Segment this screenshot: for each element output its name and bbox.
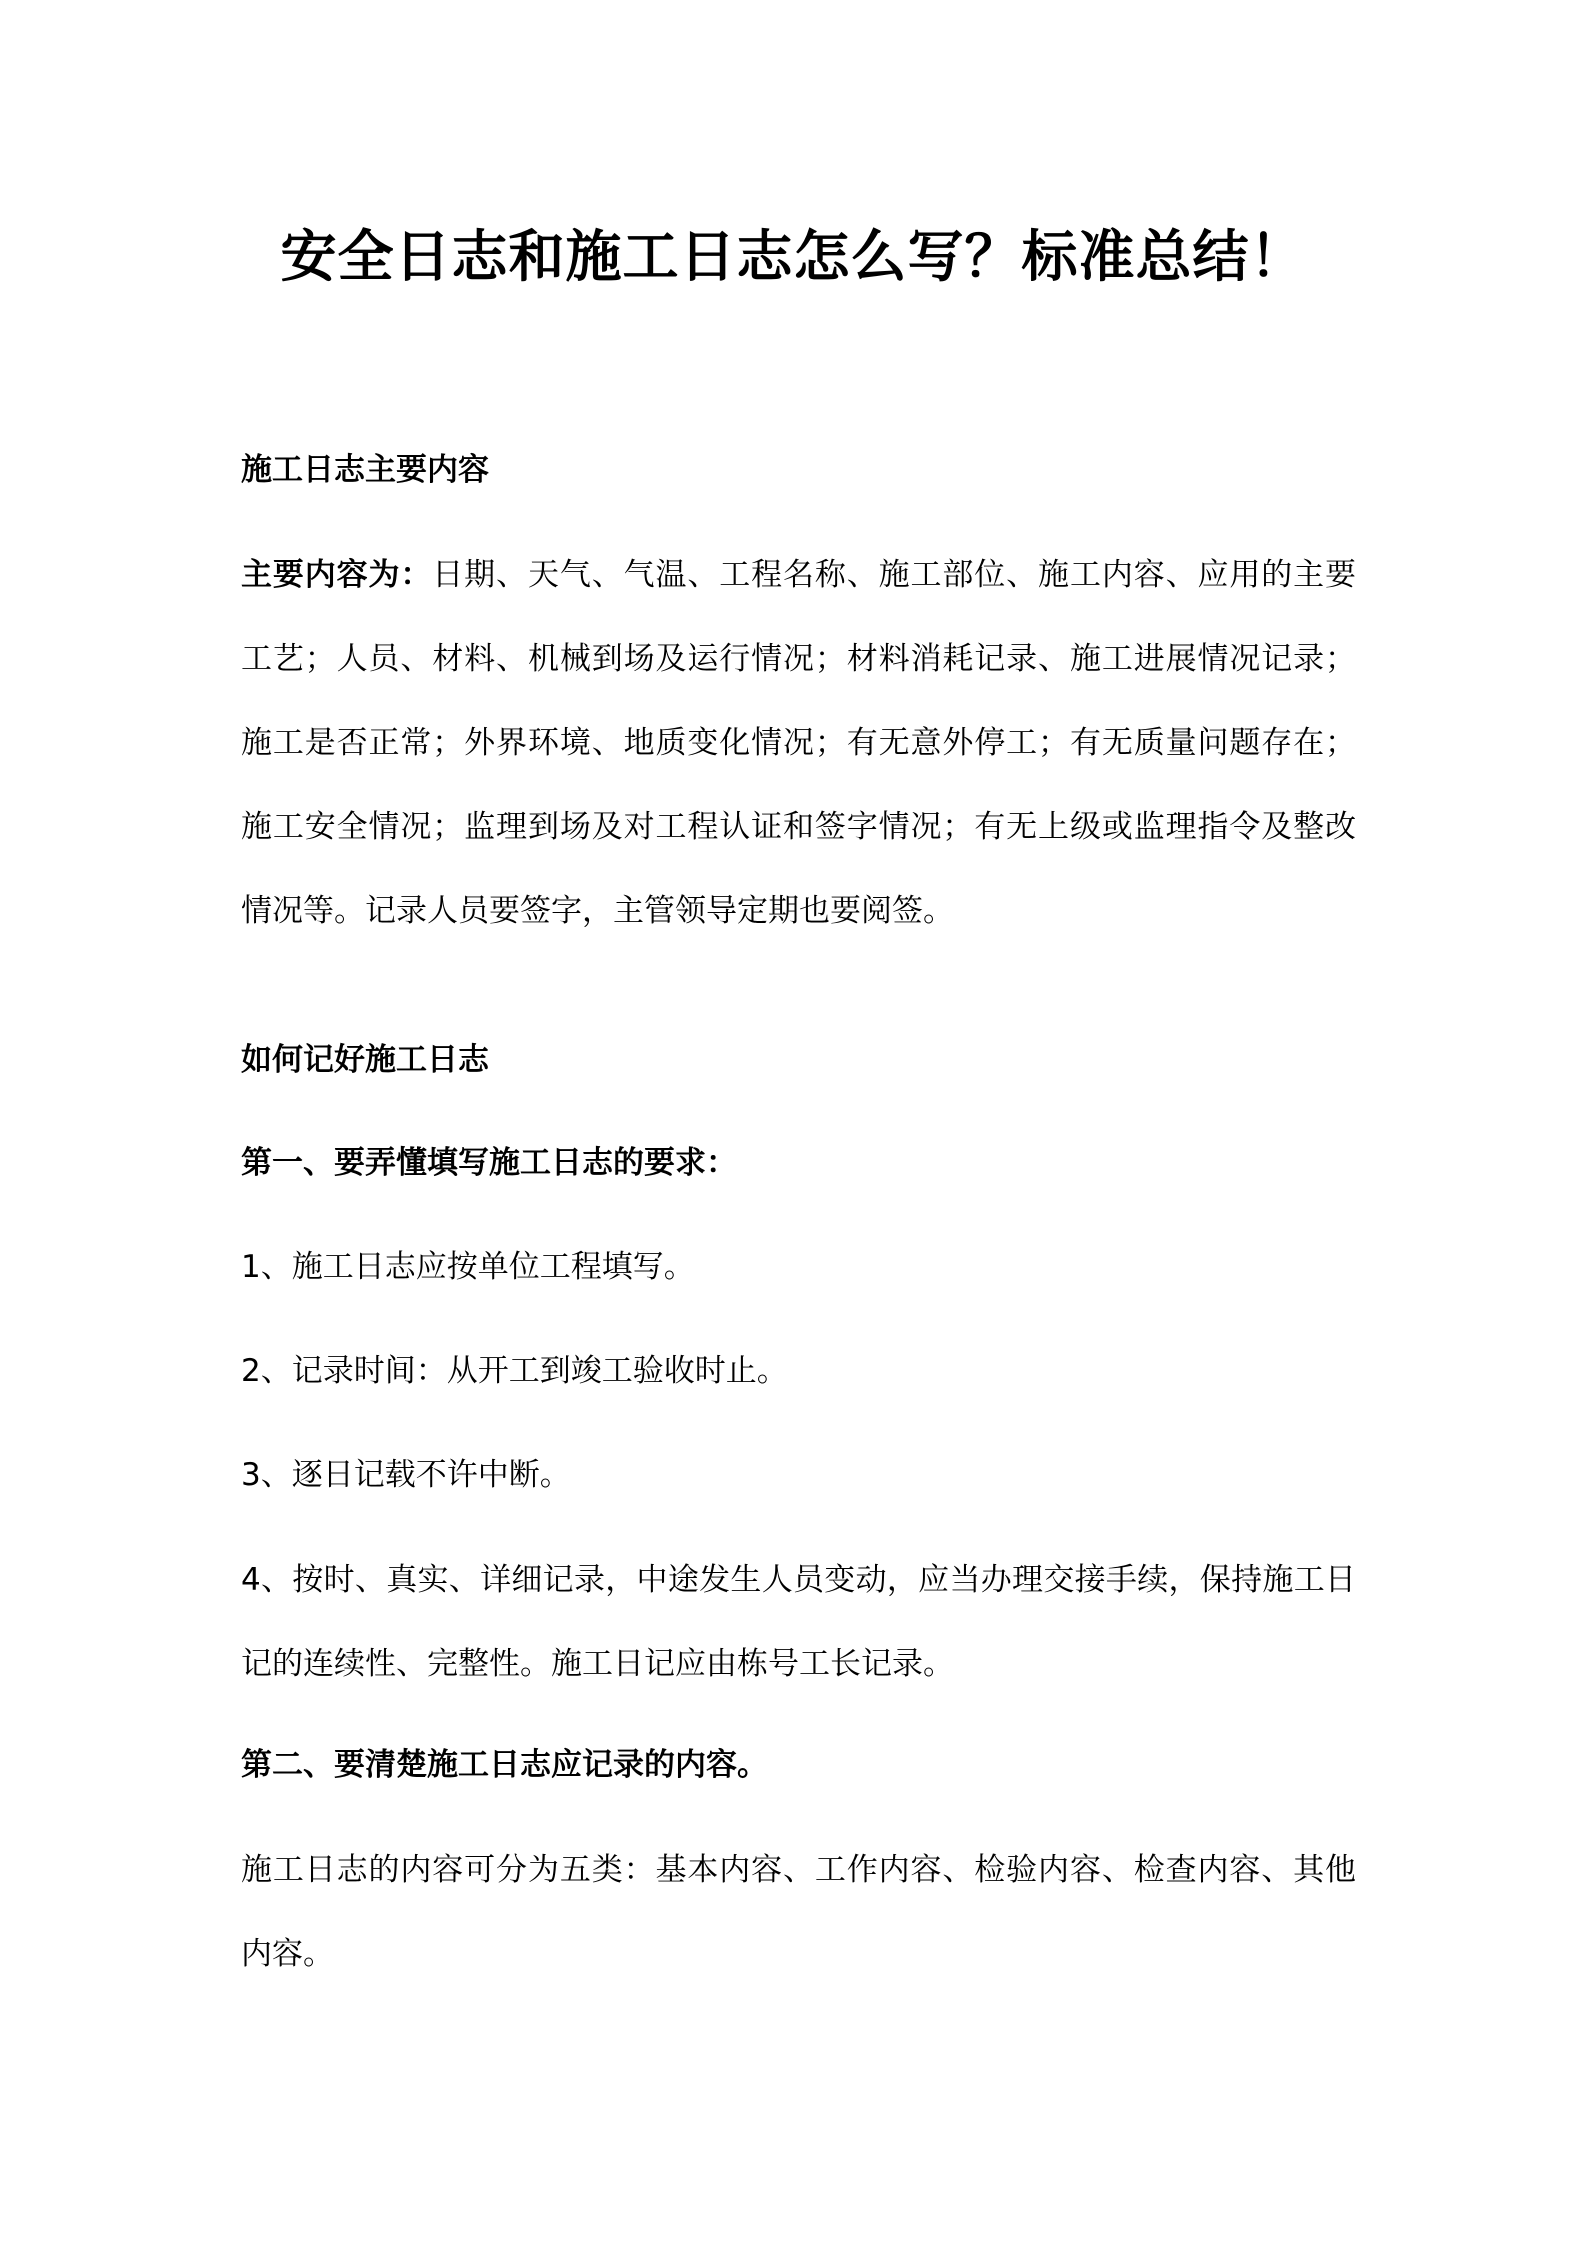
requirement-item-3: 3、逐日记载不许中断。 xyxy=(241,1457,571,1493)
main-content-lead: 主要内容为： xyxy=(241,557,433,593)
requirement-item-2: 2、记录时间：从开工到竣工验收时止。 xyxy=(241,1353,788,1389)
requirement-item-1: 1、施工日志应按单位工程填写。 xyxy=(241,1249,695,1285)
main-content-paragraph xyxy=(241,533,1356,953)
content-types-paragraph: 施工日志的内容可分为五类：基本内容、工作内容、检验内容、检查内容、其他内容。 xyxy=(241,1852,1356,1972)
section-heading-how-to-record: 如何记好施工日志 xyxy=(241,1042,489,1078)
requirement-item-4: 4、按时、真实、详细记录，中途发生人员变动，应当办理交接手续，保持施工日记的连续性、完整性。施工日记应由栋号工长记录。 xyxy=(241,1562,1356,1682)
subheading-content-types: 第二、要清楚施工日志应记录的内容。 xyxy=(241,1747,768,1783)
section-heading-main-content: 施工日志主要内容 xyxy=(241,452,489,488)
page-title: 安全日志和施工日志怎么写？标准总结！ xyxy=(280,225,1307,290)
main-content-text: 日期、天气、气温、工程名称、施工部位、施工内容、应用的主要工艺；人员、材料、机械到场及运行情况；材料消耗记录、施工进展情况记录；施工是否正常；外界环境、地质变化情况；有无意外停工；有无质量问题存在；施工安全情况；监理到场及对工程认证和签字情况；有无上级或监理指令及整改情况等。记录人员要签字，主管领导定期也要阅签。 xyxy=(241,557,1356,929)
subheading-requirements: 第一、要弄懂填写施工日志的要求： xyxy=(241,1145,737,1181)
